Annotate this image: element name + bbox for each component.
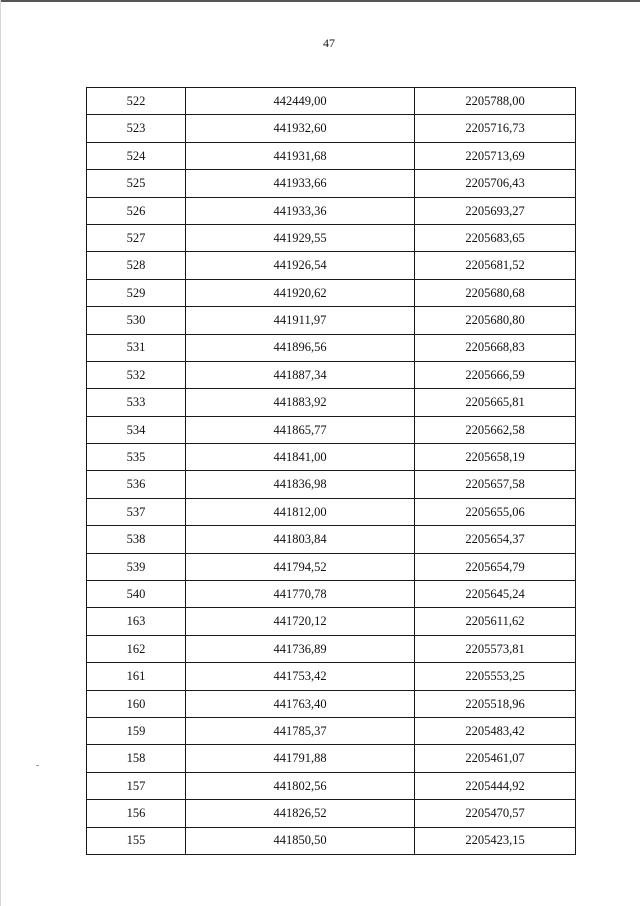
point-number-cell: 525 [87, 170, 186, 197]
point-number-cell: 534 [87, 416, 186, 443]
x-coordinate-cell: 441770,78 [186, 581, 415, 608]
x-coordinate-cell: 441932,60 [186, 115, 415, 142]
point-number-cell: 532 [87, 361, 186, 388]
x-coordinate-cell: 442449,00 [186, 88, 415, 115]
x-coordinate-cell: 441826,52 [186, 800, 415, 827]
y-coordinate-cell: 2205611,62 [415, 608, 576, 635]
y-coordinate-cell: 2205665,81 [415, 389, 576, 416]
table-row [87, 252, 576, 279]
point-number-cell: 528 [87, 252, 186, 279]
y-coordinate-cell: 2205713,69 [415, 142, 576, 169]
table-row [87, 307, 576, 334]
x-coordinate-cell: 441785,37 [186, 717, 415, 744]
table-row [87, 608, 576, 635]
y-coordinate-cell: 2205444,92 [415, 772, 576, 799]
table-row [87, 444, 576, 471]
y-coordinate-cell: 2205693,27 [415, 197, 576, 224]
y-coordinate-cell: 2205681,52 [415, 252, 576, 279]
table-row [87, 170, 576, 197]
point-number-cell: 161 [87, 663, 186, 690]
y-coordinate-cell: 2205662,58 [415, 416, 576, 443]
point-number-cell: 162 [87, 635, 186, 662]
point-number-cell: 526 [87, 197, 186, 224]
x-coordinate-cell: 441933,36 [186, 197, 415, 224]
point-number-cell: 527 [87, 224, 186, 251]
y-coordinate-cell: 2205680,68 [415, 279, 576, 306]
point-number-cell: 163 [87, 608, 186, 635]
x-coordinate-cell: 441929,55 [186, 224, 415, 251]
y-coordinate-cell: 2205680,80 [415, 307, 576, 334]
table-row [87, 772, 576, 799]
table-row [87, 800, 576, 827]
point-number-cell: 160 [87, 690, 186, 717]
point-number-cell: 158 [87, 745, 186, 772]
y-coordinate-cell: 2205668,83 [415, 334, 576, 361]
y-coordinate-cell: 2205706,43 [415, 170, 576, 197]
x-coordinate-cell: 441911,97 [186, 307, 415, 334]
coordinates-table-body [87, 88, 576, 855]
scan-speck [36, 765, 39, 766]
x-coordinate-cell: 441931,68 [186, 142, 415, 169]
table-row [87, 142, 576, 169]
point-number-cell: 157 [87, 772, 186, 799]
table-row [87, 498, 576, 525]
y-coordinate-cell: 2205716,73 [415, 115, 576, 142]
x-coordinate-cell: 441933,66 [186, 170, 415, 197]
table-row [87, 416, 576, 443]
table-row [87, 88, 576, 115]
point-number-cell: 538 [87, 526, 186, 553]
table-row [87, 635, 576, 662]
table-row [87, 553, 576, 580]
table-row [87, 717, 576, 744]
point-number-cell: 531 [87, 334, 186, 361]
table-row [87, 334, 576, 361]
x-coordinate-cell: 441920,62 [186, 279, 415, 306]
point-number-cell: 524 [87, 142, 186, 169]
page-left-border [0, 0, 1, 906]
x-coordinate-cell: 441763,40 [186, 690, 415, 717]
x-coordinate-cell: 441836,98 [186, 471, 415, 498]
table-row [87, 526, 576, 553]
table-row [87, 224, 576, 251]
y-coordinate-cell: 2205658,19 [415, 444, 576, 471]
y-coordinate-cell: 2205657,58 [415, 471, 576, 498]
x-coordinate-cell: 441896,56 [186, 334, 415, 361]
point-number-cell: 540 [87, 581, 186, 608]
point-number-cell: 523 [87, 115, 186, 142]
y-coordinate-cell: 2205573,81 [415, 635, 576, 662]
x-coordinate-cell: 441794,52 [186, 553, 415, 580]
point-number-cell: 522 [87, 88, 186, 115]
y-coordinate-cell: 2205683,65 [415, 224, 576, 251]
y-coordinate-cell: 2205518,96 [415, 690, 576, 717]
table-row [87, 197, 576, 224]
x-coordinate-cell: 441802,56 [186, 772, 415, 799]
x-coordinate-cell: 441736,89 [186, 635, 415, 662]
y-coordinate-cell: 2205553,25 [415, 663, 576, 690]
point-number-cell: 536 [87, 471, 186, 498]
point-number-cell: 537 [87, 498, 186, 525]
x-coordinate-cell: 441883,92 [186, 389, 415, 416]
x-coordinate-cell: 441850,50 [186, 827, 415, 854]
table-row [87, 663, 576, 690]
point-number-cell: 533 [87, 389, 186, 416]
y-coordinate-cell: 2205423,15 [415, 827, 576, 854]
y-coordinate-cell: 2205470,57 [415, 800, 576, 827]
point-number-cell: 529 [87, 279, 186, 306]
table-row [87, 389, 576, 416]
y-coordinate-cell: 2205645,24 [415, 581, 576, 608]
table-row [87, 115, 576, 142]
point-number-cell: 156 [87, 800, 186, 827]
y-coordinate-cell: 2205461,07 [415, 745, 576, 772]
point-number-cell: 539 [87, 553, 186, 580]
x-coordinate-cell: 441887,34 [186, 361, 415, 388]
x-coordinate-cell: 441803,84 [186, 526, 415, 553]
table-row [87, 279, 576, 306]
x-coordinate-cell: 441812,00 [186, 498, 415, 525]
y-coordinate-cell: 2205788,00 [415, 88, 576, 115]
point-number-cell: 535 [87, 444, 186, 471]
table-row [87, 581, 576, 608]
page-top-border [0, 0, 640, 2]
page-number: 47 [323, 36, 335, 50]
point-number-cell: 155 [87, 827, 186, 854]
coordinates-table [86, 87, 576, 855]
x-coordinate-cell: 441926,54 [186, 252, 415, 279]
y-coordinate-cell: 2205654,79 [415, 553, 576, 580]
table-row [87, 745, 576, 772]
y-coordinate-cell: 2205655,06 [415, 498, 576, 525]
point-number-cell: 530 [87, 307, 186, 334]
x-coordinate-cell: 441791,88 [186, 745, 415, 772]
table-row [87, 690, 576, 717]
table-row [87, 827, 576, 854]
x-coordinate-cell: 441720,12 [186, 608, 415, 635]
x-coordinate-cell: 441753,42 [186, 663, 415, 690]
y-coordinate-cell: 2205654,37 [415, 526, 576, 553]
point-number-cell: 159 [87, 717, 186, 744]
x-coordinate-cell: 441841,00 [186, 444, 415, 471]
y-coordinate-cell: 2205483,42 [415, 717, 576, 744]
table-row [87, 471, 576, 498]
table-row [87, 361, 576, 388]
y-coordinate-cell: 2205666,59 [415, 361, 576, 388]
x-coordinate-cell: 441865,77 [186, 416, 415, 443]
